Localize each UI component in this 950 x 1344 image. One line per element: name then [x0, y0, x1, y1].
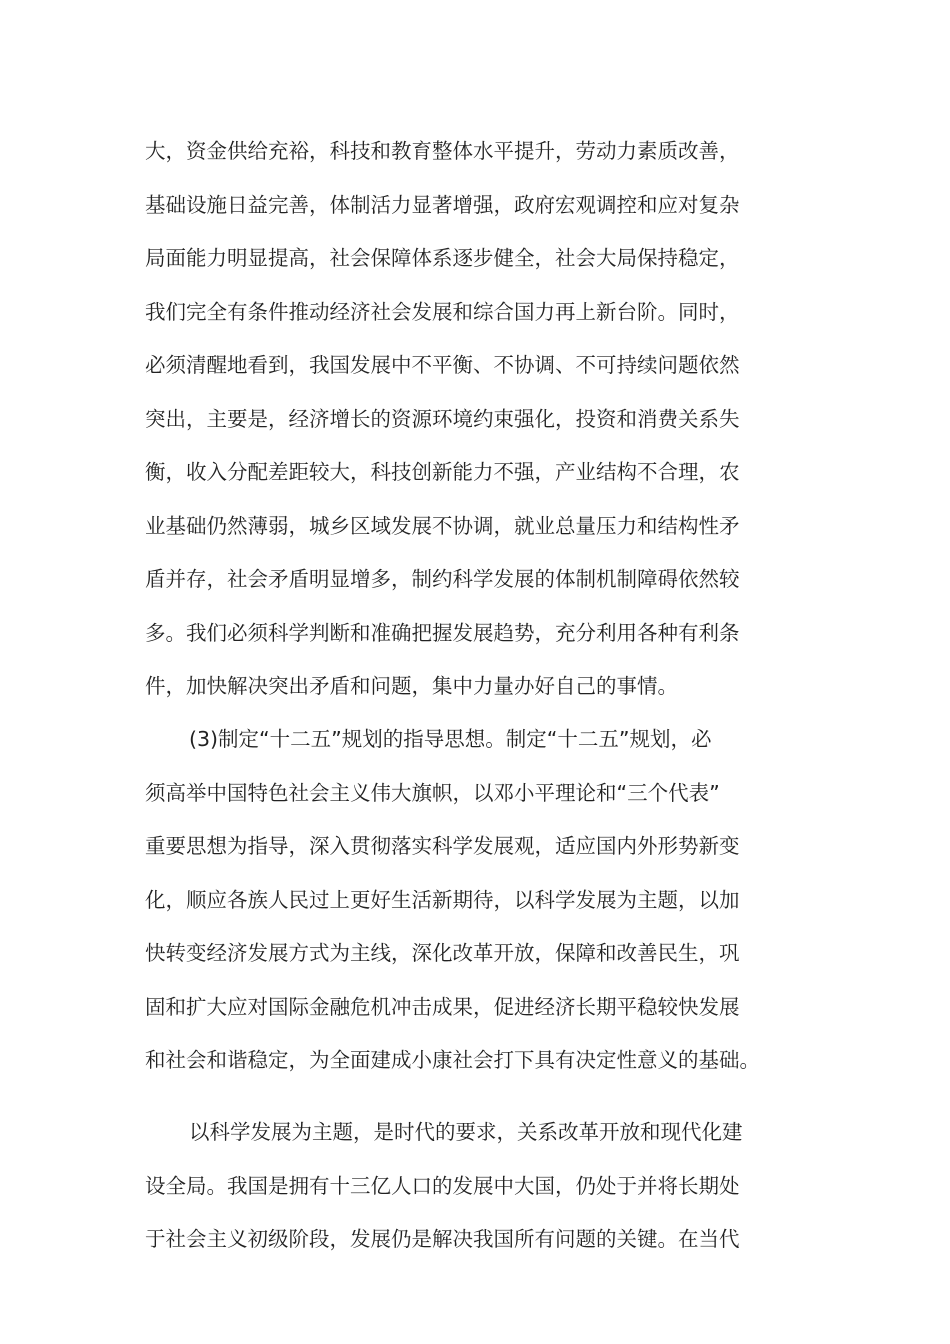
text-line: (3)制定“十二五”规划的指导思想。制定“十二五”规划，必 — [189, 727, 712, 751]
text-line: 业基础仍然薄弱，城乡区域发展不协调，就业总量压力和结构性矛 — [145, 513, 740, 538]
text-line: 固和扩大应对国际金融危机冲击成果，促进经济长期平稳较快发展 — [145, 994, 740, 1019]
text-line: 局面能力明显提高，社会保障体系逐步健全，社会大局保持稳定， — [145, 246, 740, 270]
text-line: 件，加快解决突出矛盾和问题，集中力量办好自己的事情。 — [145, 674, 678, 698]
paragraph-1 — [145, 125, 825, 714]
text-line: 设全局。我国是拥有十三亿人口的发展中大国，仍处于并将长期处 — [145, 1173, 740, 1198]
text-line: 以科学发展为主题，是时代的要求，关系改革开放和现代化建 — [189, 1120, 743, 1144]
text-line: 快转变经济发展方式为主线，深化改革开放，保障和改善民生，巩 — [145, 941, 740, 965]
text-line: 和社会和谐稳定，为全面建成小康社会打下具有决定性意义的基础。 — [145, 1048, 760, 1072]
text-line: 大，资金供给充裕，科技和教育整体水平提升，劳动力素质改善， — [145, 139, 740, 163]
text-line: 突出，主要是，经济增长的资源环境约束强化，投资和消费关系失 — [145, 406, 740, 431]
paragraph-3 — [145, 1106, 825, 1267]
text-line: 于社会主义初级阶段，发展仍是解决我国所有问题的关键。在当代 — [145, 1227, 740, 1251]
paragraph-2 — [145, 713, 825, 1088]
text-line: 化，顺应各族人民过上更好生活新期待，以科学发展为主题，以加 — [145, 887, 740, 912]
text-line: 基础设施日益完善，体制活力显著增强，政府宏观调控和应对复杂 — [145, 192, 740, 217]
text-line: 盾并存，社会矛盾明显增多，制约科学发展的体制机制障碍依然较 — [145, 567, 740, 591]
text-line: 重要思想为指导，深入贯彻落实科学发展观，适应国内外形势新变 — [145, 834, 740, 858]
text-line: 多。我们必须科学判断和准确把握发展趋势，充分利用各种有利条 — [145, 620, 740, 645]
text-line: 我们完全有条件推动经济社会发展和综合国力再上新台阶。同时， — [145, 299, 740, 324]
text-line: 必须清醒地看到，我国发展中不平衡、不协调、不可持续问题依然 — [145, 353, 740, 377]
text-line: 衡，收入分配差距较大，科技创新能力不强，产业结构不合理，农 — [145, 460, 740, 484]
text-line: 须高举中国特色社会主义伟大旗帜，以邓小平理论和“三个代表” — [145, 780, 720, 805]
